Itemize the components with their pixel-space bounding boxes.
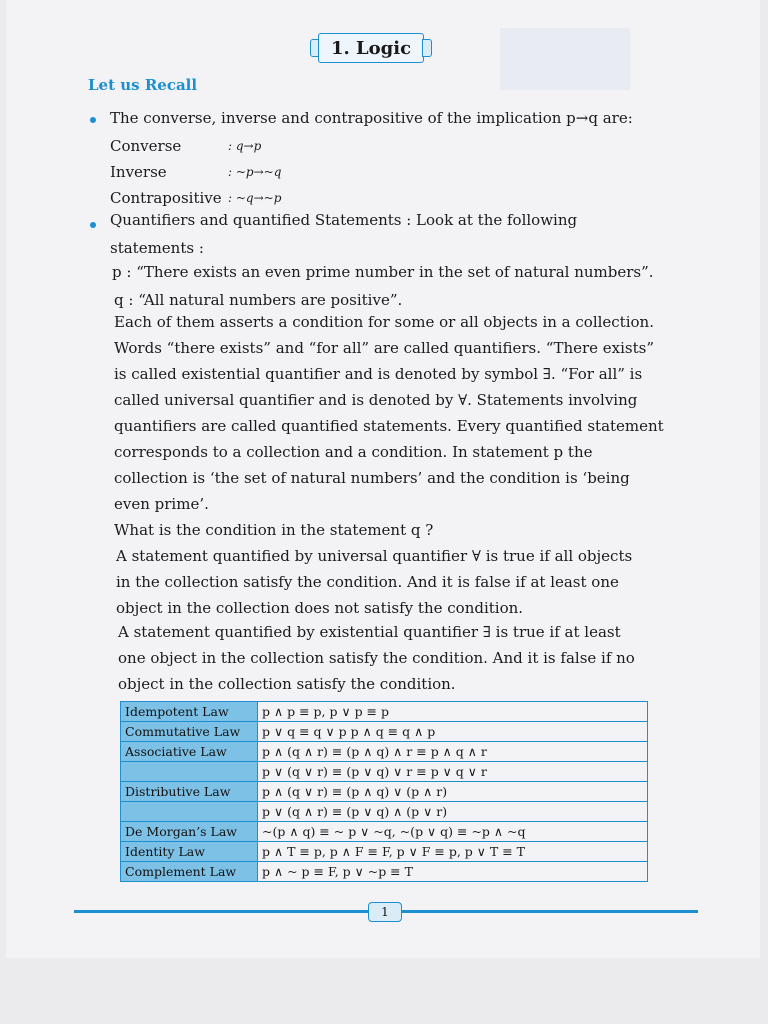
paragraph-line: one object in the collection satisfy the condition. And it is false if no [118, 649, 635, 667]
implication-intro: The converse, inverse and contrapositive of the implication p→q are: [110, 109, 633, 127]
table-row [121, 802, 648, 822]
law-equation: p ∨ (q ∧ r) ≡ (p ∨ q) ∧ (p ∨ r) [258, 802, 648, 822]
converse-label: Converse [110, 137, 182, 155]
table-row [121, 822, 648, 842]
bullet-dot [90, 117, 96, 123]
inverse-label: Inverse [110, 163, 167, 181]
paragraph-line: A statement quantified by universal quantifier ∀ is true if all objects [116, 547, 633, 565]
contrapositive-expr: : ~q→~p [228, 191, 282, 205]
law-equation: p ∧ (q ∧ r) ≡ (p ∧ q) ∧ r ≡ p ∧ q ∧ r [258, 742, 648, 762]
law-equation: p ∧ T ≡ p, p ∧ F ≡ F, p ∨ F ≡ p, p ∨ T ≡ T [258, 842, 648, 862]
law-name: Identity Law [121, 842, 258, 862]
paragraph-line: is called existential quantifier and is denoted by symbol ∃. “For all” is [114, 365, 643, 383]
page-number: 1 [381, 905, 389, 919]
paragraph-line: called universal quantifier and is denoted by ∀. Statements involving [114, 391, 638, 409]
quantifier-intro: Quantifiers and quantified Statements : Look at the following [110, 211, 578, 229]
inverse-expr: : ~p→~q [228, 165, 282, 179]
paragraph-line: quantifiers are called quantified statements. Every quantified statement [114, 417, 664, 435]
table-row [121, 742, 648, 762]
bullet-dot [90, 222, 96, 228]
table-row [121, 862, 648, 882]
table-row [121, 782, 648, 802]
section-heading: Let us Recall [88, 76, 198, 94]
law-name [121, 762, 258, 782]
banner-right-cap [422, 39, 432, 57]
table-row [121, 702, 648, 722]
law-equation: p ∧ (q ∨ r) ≡ (p ∧ q) ∨ (p ∧ r) [258, 782, 648, 802]
paragraph-line: Each of them asserts a condition for some or all objects in a collection. [114, 313, 654, 331]
statement-p: p : “There exists an even prime number in the set of natural numbers”. [112, 263, 654, 281]
chapter-title-banner [310, 30, 432, 66]
law-equation: p ∧ p ≡ p, p ∨ p ≡ p [258, 702, 648, 722]
law-equation: p ∨ (q ∨ r) ≡ (p ∨ q) ∨ r ≡ p ∨ q ∨ r [258, 762, 648, 782]
statement-q: q : “All natural numbers are positive”. [114, 291, 403, 309]
paragraph-line: object in the collection does not satisfy the condition. [116, 599, 524, 617]
law-name: Idempotent Law [121, 702, 258, 722]
table-row [121, 842, 648, 862]
law-equation: ~(p ∧ q) ≡ ~ p ∨ ~q, ~(p ∨ q) ≡ ~p ∧ ~q [258, 822, 648, 842]
chapter-title: 1. Logic [330, 37, 412, 59]
law-name: Commutative Law [121, 722, 258, 742]
quantifier-intro-cont: statements : [110, 239, 204, 257]
table-row [121, 762, 648, 782]
law-equation: p ∧ ~ p ≡ F, p ∨ ~p ≡ T [258, 862, 648, 882]
table-row [121, 722, 648, 742]
contrapositive-label: Contrapositive [110, 189, 222, 207]
paragraph-line: corresponds to a collection and a condition. In statement p the [114, 443, 593, 461]
paragraph-line: in the collection satisfy the condition. And it is false if at least one [116, 573, 619, 591]
law-equation: p ∨ q ≡ q ∨ p p ∧ q ≡ q ∧ p [258, 722, 648, 742]
law-name: Distributive Law [121, 782, 258, 802]
law-name: Associative Law [121, 742, 258, 762]
page-number-badge [368, 902, 402, 922]
laws-table [120, 701, 648, 882]
paragraph-line: Words “there exists” and “for all” are called quantifiers. “There exists” [114, 339, 655, 357]
paragraph-line: collection is ‘the set of natural numbers’ and the condition is ‘being [114, 469, 630, 487]
show-through-shadow [500, 28, 630, 90]
paragraph-line: object in the collection satisfy the condition. [118, 675, 456, 693]
question-line: What is the condition in the statement q ? [114, 521, 434, 539]
paragraph-line: even prime’. [114, 495, 209, 513]
chapter-title-box [318, 33, 424, 63]
law-name: Complement Law [121, 862, 258, 882]
converse-expr: : q→p [228, 139, 262, 153]
law-name: De Morgan’s Law [121, 822, 258, 842]
paragraph-line: A statement quantified by existential quantifier ∃ is true if at least [118, 623, 621, 641]
law-name [121, 802, 258, 822]
